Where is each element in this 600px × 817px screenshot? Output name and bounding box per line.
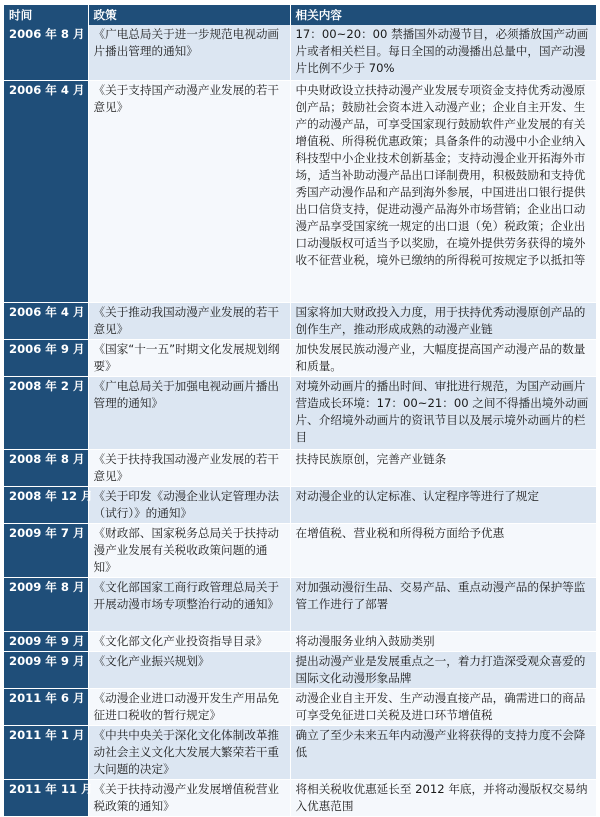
table-header-row [4,5,596,25]
row-content: 对动漫企业的认定标准、认定程序等进行了规定 [290,486,596,523]
row-content: 动漫企业自主开发、生产动漫直接产品，确需进口的商品可享受免征进口关税及进口环节增值税 [290,688,596,725]
table-row [4,651,596,688]
row-date: 2009 年 9 月 [4,631,88,651]
row-content: 提出动漫产业是发展重点之一，着力打造深受观众喜爱的国际文化动漫形象品牌 [290,651,596,688]
table-row [4,80,596,302]
row-date: 2011 年 1 月 [4,725,88,779]
row-date: 2009 年 8 月 [4,577,88,631]
table-row [4,631,596,651]
row-policy: 《广电总局关于进一步规范电视动画片播出管理的通知》 [88,25,290,80]
row-policy: 《关于扶持我国动漫产业发展的若干意见》 [88,449,290,486]
row-policy: 《关于印发《动漫企业认定管理办法（试行）》的通知》 [88,486,290,523]
row-content: 加快发展民族动漫产业，大幅度提高国产动漫产品的数量和质量。 [290,339,596,376]
row-date: 2008 年 2 月 [4,376,88,449]
row-content: 17：00~20：00 禁播国外动漫节目，必须播放国产动画片或者相关栏目。每日全国的动漫播出总量中，国产动漫片比例不少于 70% [290,25,596,80]
row-content: 确立了至少未来五年内动漫产业将获得的支持力度不会降低 [290,725,596,779]
row-date: 2008 年 12 月 [4,486,88,523]
row-policy: 《关于推动我国动漫产业发展的若干意见》 [88,302,290,339]
row-policy: 《广电总局关于加强电视动画片播出管理的通知》 [88,376,290,449]
row-policy: 《动漫企业进口动漫开发生产用品免征进口税收的暂行规定》 [88,688,290,725]
row-policy: 《财政部、国家税务总局关于扶持动漫产业发展有关税收政策问题的通知》 [88,523,290,577]
table-row [4,339,596,376]
row-content: 在增值税、营业税和所得税方面给予优惠 [290,523,596,577]
row-content: 将动漫服务业纳入鼓励类别 [290,631,596,651]
table-row [4,523,596,577]
row-date: 2011 年 11 月 [4,779,88,816]
table-row [4,688,596,725]
row-date: 2009 年 9 月 [4,651,88,688]
row-policy: 《文化部文化产业投资指导目录》 [88,631,290,651]
row-content: 将相关税收优惠延长至 2012 年底，并将动漫版权交易纳入优惠范围 [290,779,596,816]
row-date: 2006 年 9 月 [4,339,88,376]
table-row [4,577,596,631]
row-content: 国家将加大财政投入力度，用于扶持优秀动漫原创产品的创作生产，推动形成成熟的动漫产业链 [290,302,596,339]
row-policy: 《关于扶持动漫产业发展增值税营业税政策的通知》 [88,779,290,816]
row-date: 2006 年 8 月 [4,25,88,80]
row-policy: 《文化部国家工商行政管理总局关于开展动漫市场专项整治行动的通知》 [88,577,290,631]
policy-table [4,5,597,817]
table-row [4,302,596,339]
row-date: 2009 年 7 月 [4,523,88,577]
row-content: 对加强动漫衍生品、交易产品、重点动漫产品的保护等监管工作进行了部署 [290,577,596,631]
header-policy: 政策 [88,5,290,25]
header-time: 时间 [4,5,88,25]
row-date: 2011 年 6 月 [4,688,88,725]
row-policy: 《中共中央关于深化文化体制改革推动社会主义文化大发展大繁荣若干重大问题的决定》 [88,725,290,779]
row-policy: 《国家“十一五”时期文化发展规划纲要》 [88,339,290,376]
row-policy: 《关于支持国产动漫产业发展的若干意见》 [88,80,290,302]
table-row [4,376,596,449]
row-content: 扶持民族原创，完善产业链条 [290,449,596,486]
table-row [4,725,596,779]
row-date: 2008 年 8 月 [4,449,88,486]
row-date: 2006 年 4 月 [4,80,88,302]
table-row [4,25,596,80]
table-row [4,779,596,816]
row-date: 2006 年 4 月 [4,302,88,339]
row-policy: 《文化产业振兴规划》 [88,651,290,688]
row-content: 对境外动画片的播出时间、审批进行规范，为国产动画片营造成长环境：17：00~21：00 之间不得播出境外动画片、介绍境外动画片的资讯节目以及展示境外动画片的栏目 [290,376,596,449]
table-row [4,486,596,523]
table-row [4,449,596,486]
header-content: 相关内容 [290,5,596,25]
row-content: 中央财政设立扶持动漫产业发展专项资金支持优秀动漫原创产品；鼓励社会资本进入动漫产业；企业自主开发、生产的动漫产品，可享受国家现行鼓励软件产业发展的有关增值税、所得税优惠政策；具备条件的动漫中小企业纳入科技型中小企业技术创新基金；支持动漫企业开拓海外市场，适当补助动漫产品出口译制费用，积极鼓励和支持优秀国产动漫作品和产品到海外参展，中国进出口银行提供出口信贷支持，促进动漫产品海外市场营销；企业出口动漫产品享受国家统一规定的出口退（免）税政策；企业出口动漫版权可适当予以奖励，在境外提供劳务获得的境外收不征营业税，境外已缴纳的所得税可按规定予以抵扣等 [290,80,596,302]
